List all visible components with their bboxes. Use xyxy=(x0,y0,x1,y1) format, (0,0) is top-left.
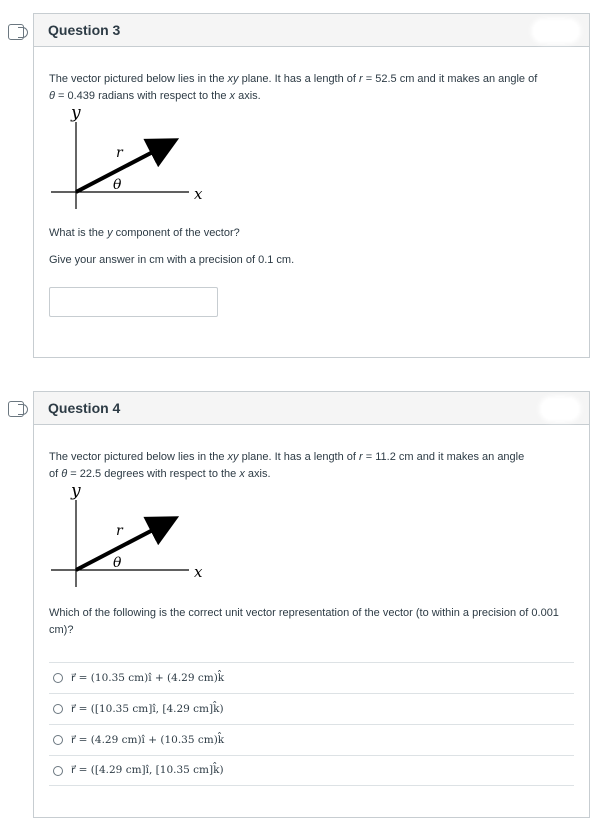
answer-input[interactable] xyxy=(49,287,218,317)
radio-button[interactable] xyxy=(53,766,63,776)
r-label: r xyxy=(116,145,123,161)
y-axis-label: y xyxy=(71,483,81,501)
question-3-prompt: What is the y component of the vector? xyxy=(49,227,240,239)
question-3-header xyxy=(34,14,589,47)
question-4-card xyxy=(33,391,590,818)
question-3-instruction: Give your answer in cm with a precision of 0.1 cm. xyxy=(49,254,295,266)
answer-option-label: r⃗ = (4.29 cm)î + (10.35 cm)k̂ xyxy=(71,733,225,746)
flag-question-3-icon[interactable] xyxy=(8,24,24,40)
y-axis-label: y xyxy=(71,105,81,123)
r-label: r xyxy=(116,523,123,539)
points-badge xyxy=(541,398,579,420)
theta-label: θ xyxy=(113,177,122,193)
answer-option-2[interactable] xyxy=(49,693,574,724)
radio-button[interactable] xyxy=(53,673,63,683)
answer-option-label: r⃗ = ([4.29 cm]î, [10.35 cm]k̂) xyxy=(71,764,224,776)
answer-option-label: r⃗ = (10.35 cm)î + (4.29 cm)k̂ xyxy=(71,671,225,684)
question-3-text: The vector pictured below lies in the xy plane. It has a length of r = 52.5 cm and it makes an angle of θ = 0.439 radians with respect to the x axis. xyxy=(49,73,538,102)
vector-arrow xyxy=(76,142,172,192)
question-3-title: Question 3 xyxy=(48,22,121,38)
answer-option-3[interactable] xyxy=(49,724,574,755)
question-4-title: Question 4 xyxy=(48,400,121,416)
question-3-card xyxy=(33,13,590,358)
x-axis-label: x xyxy=(194,563,203,581)
vector-arrow xyxy=(76,520,172,570)
answer-option-label: r⃗ = ([10.35 cm]î, [4.29 cm]k̂) xyxy=(71,702,224,715)
answer-option-1[interactable] xyxy=(49,662,574,693)
vector-diagram-q4 xyxy=(51,483,221,593)
question-4-prompt: Which of the following is the correct unit vector representation of the vector (to within a precision of 0.001 cm)? xyxy=(49,607,559,636)
question-4-text: The vector pictured below lies in the xy plane. It has a length of r = 11.2 cm and it makes an angle of θ = 22.5 degrees with respect to the x axis. xyxy=(49,451,525,480)
points-badge xyxy=(533,20,579,42)
radio-button[interactable] xyxy=(53,704,63,714)
flag-question-4-icon[interactable] xyxy=(8,401,24,417)
answer-option-4[interactable] xyxy=(49,755,574,786)
x-axis-label: x xyxy=(194,185,203,203)
theta-label: θ xyxy=(113,555,122,571)
radio-button[interactable] xyxy=(53,735,63,745)
answer-options xyxy=(49,662,574,786)
vector-diagram-q3 xyxy=(51,105,221,215)
question-4-header xyxy=(34,392,589,425)
